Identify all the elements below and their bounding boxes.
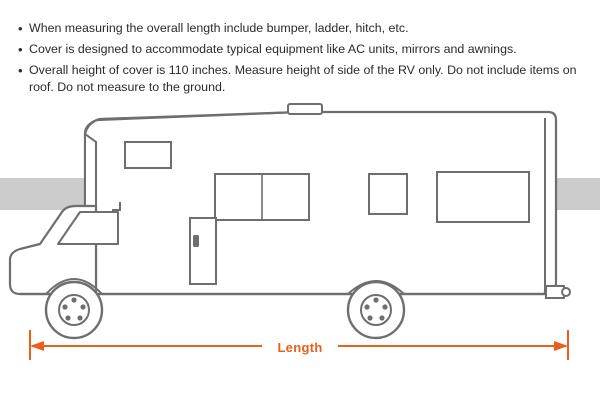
wheel-lug: [364, 304, 369, 309]
note-text: When measuring the overall length include bumper, ladder, hitch, etc.: [29, 21, 409, 35]
side-window-small: [369, 174, 407, 214]
entry-door: [190, 218, 216, 284]
hitch-icon: [562, 288, 570, 296]
roof-ac-unit: [288, 104, 322, 114]
wheel-lug: [379, 315, 384, 320]
wheel-lug: [382, 304, 387, 309]
bullet-icon: •: [18, 63, 23, 78]
list-item: [18, 62, 588, 96]
note-text: Overall height of cover is 110 inches. Measure height of side of the RV only. Do not include items on roof. Do not measure to the ground.: [29, 63, 577, 94]
note-text: Cover is designed to accommodate typical equipment like AC units, mirrors and awnings.: [29, 42, 517, 56]
bullet-icon: •: [18, 42, 23, 57]
wheel-lug: [80, 304, 85, 309]
side-window-rear: [437, 172, 529, 222]
list-item: [18, 41, 588, 58]
length-label: Length: [277, 340, 323, 355]
wheel-lug: [65, 315, 70, 320]
cabover-window: [125, 142, 171, 168]
wheel-lug: [77, 315, 82, 320]
list-item: [18, 20, 588, 37]
wheel-lug: [373, 297, 378, 302]
notes-list: [18, 20, 588, 100]
bullet-icon: •: [18, 21, 23, 36]
wheel-lug: [71, 297, 76, 302]
wheel-lug: [62, 304, 67, 309]
door-handle-icon: [193, 235, 199, 247]
wheel-lug: [367, 315, 372, 320]
